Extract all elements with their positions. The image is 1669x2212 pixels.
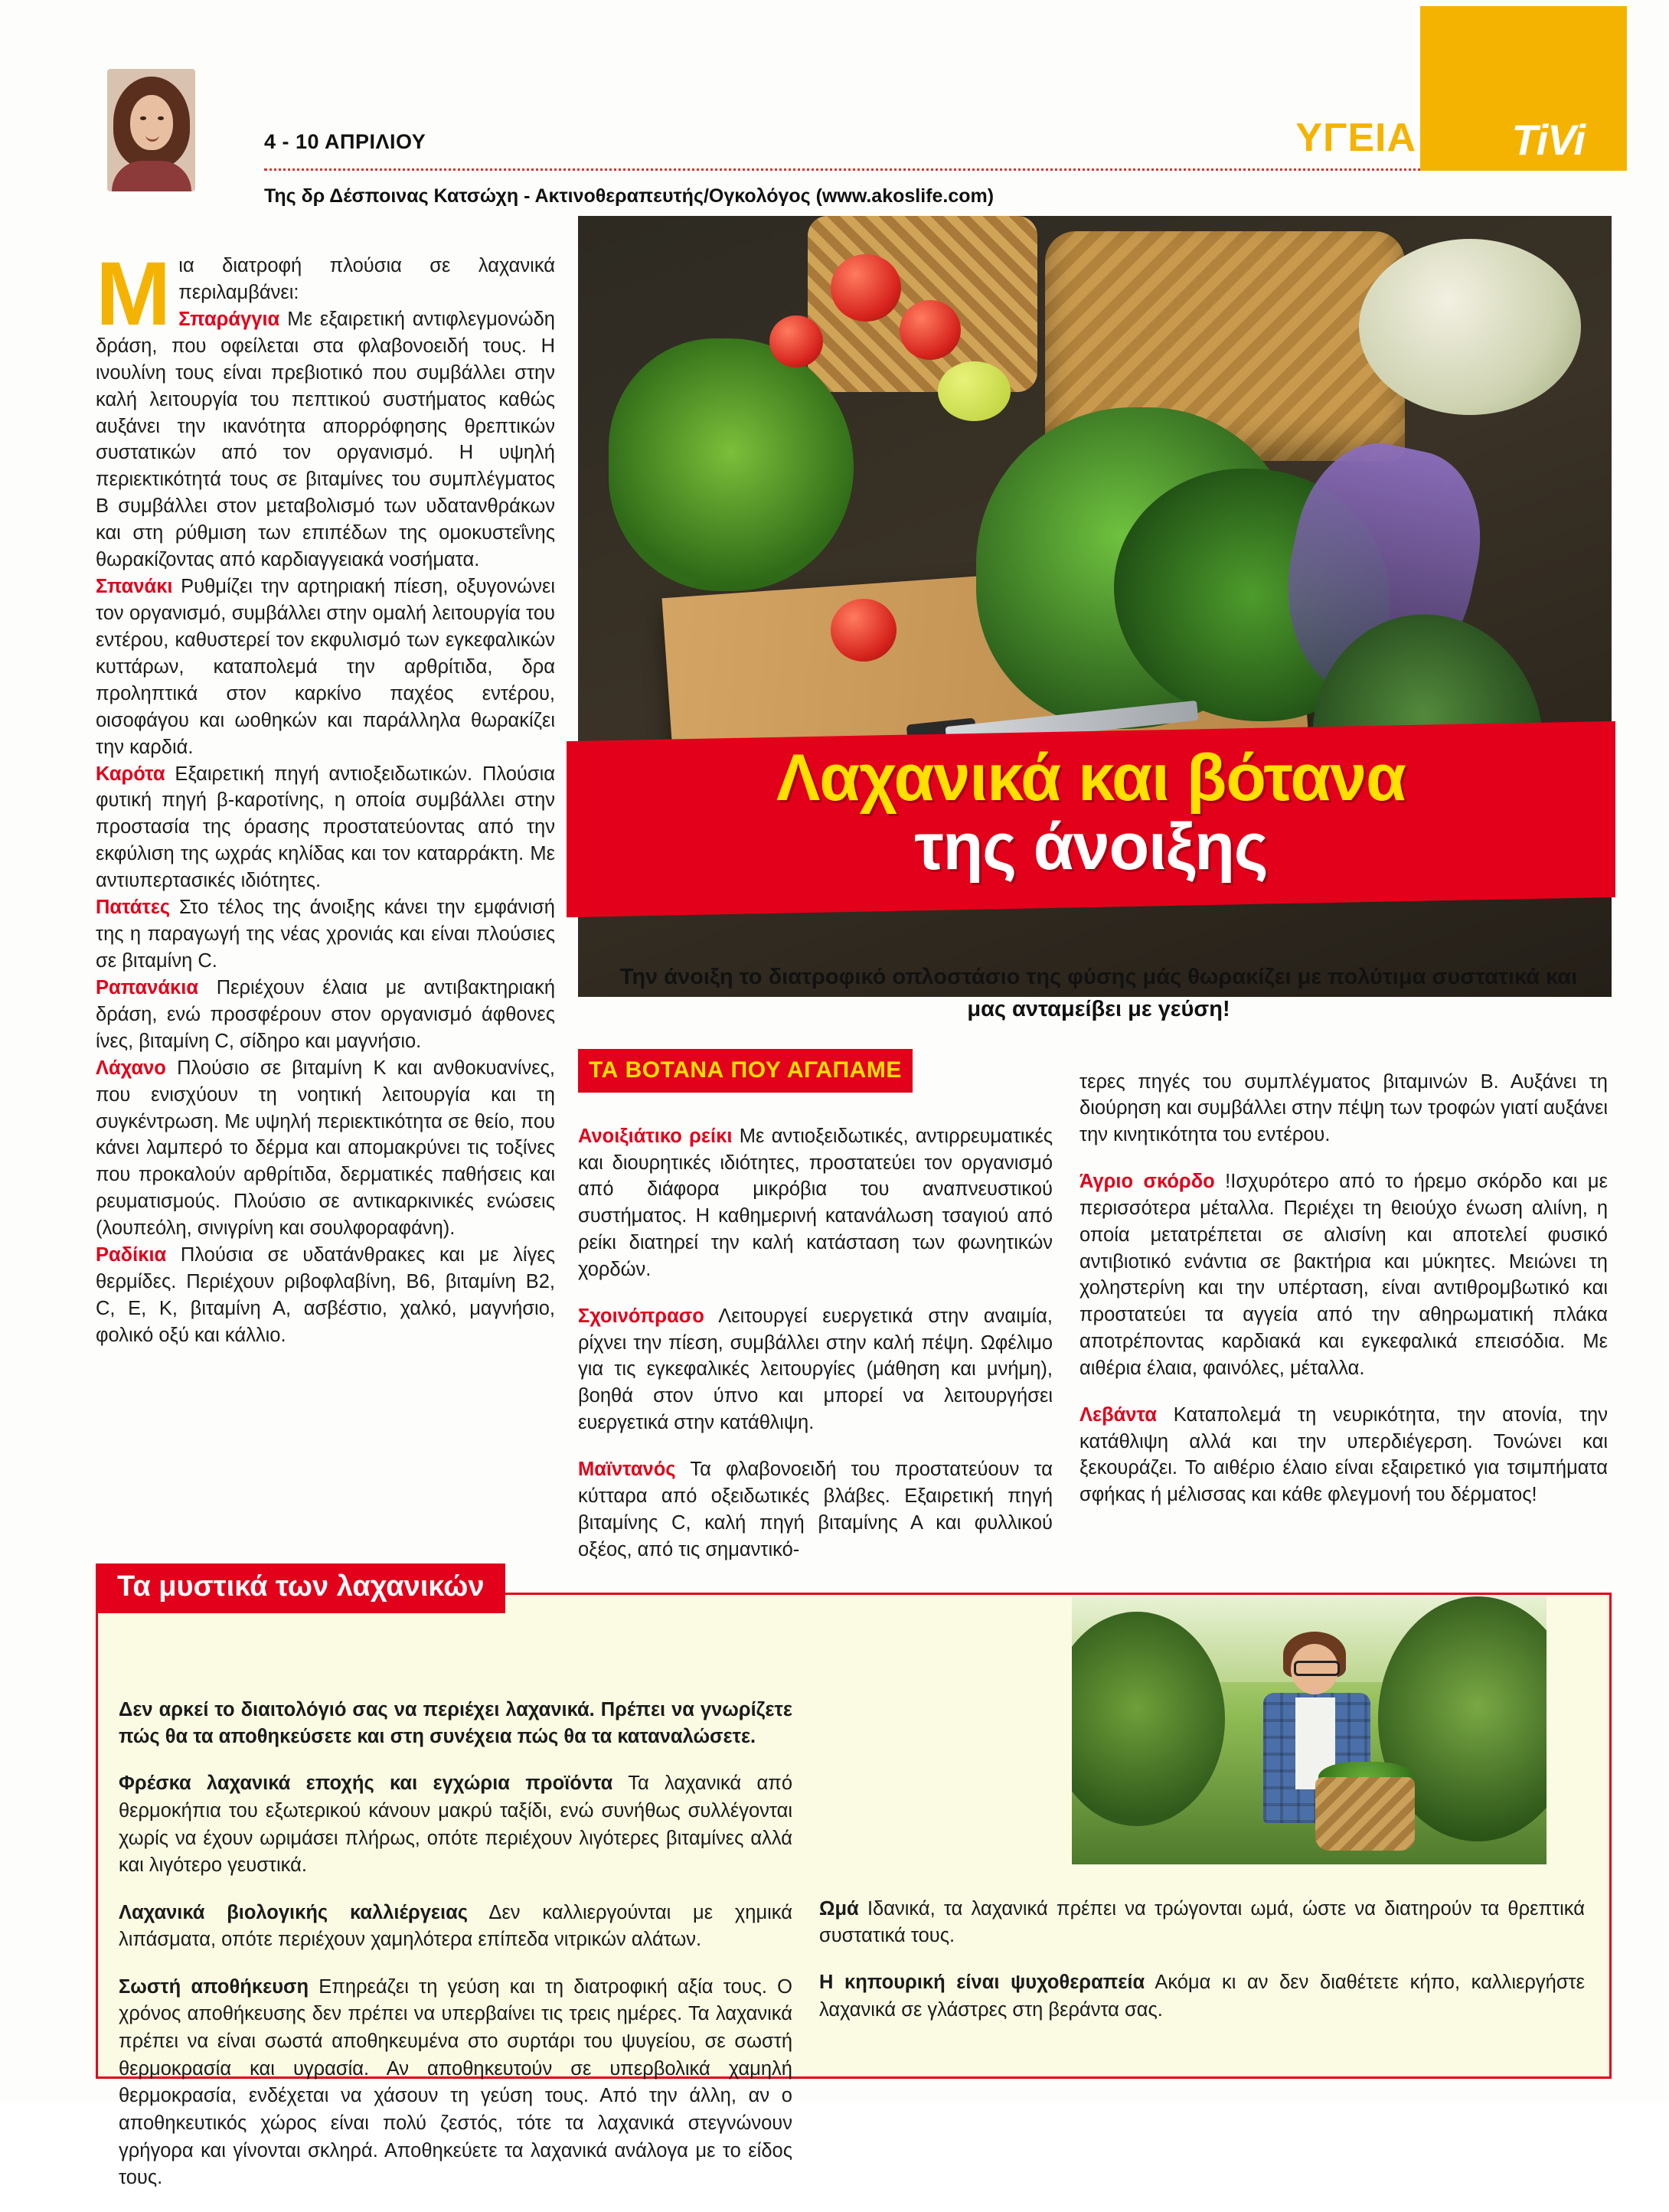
secrets-item-fresh — [119, 1770, 792, 1880]
entry-lavender — [1079, 1402, 1608, 1509]
secrets-item-storage — [119, 1974, 792, 2193]
text-radishes: Περιέχουν έλαια με αντιβακτηριακή δράση, ενώ προσφέρουν στον οργανισμό άφθονες ίνες, βιταμίνη C, σίδηρο και μαγνήσιο. — [96, 976, 555, 1052]
text-wild-garlic: !Ισχυρότερο από το ήρεμο σκόρδο και με περισσότερα μέταλλα. Περιέχει τη θειούχο ένωση αλιίνη, η οποία μετατρέπεται σε αλισίνη και αποτελεί φυσικό αντιβιοτικό ενάντια σε βακτήρια και μύκητες. Μειώνει τη χοληστερίνη και την υπέρταση, είναι αντιθρομβωτικό και προστατεύει τα αγγεία από την αθηρωματική πλάκα αποτρέποντας καρδιακά και εγκεφαλικά επεισόδια. Με αιθέρια έλαια, φαινόλες, μέταλλα. — [1079, 1170, 1608, 1380]
term-carrots: Καρότα — [96, 763, 165, 785]
glasses-icon — [1294, 1661, 1340, 1676]
text-chicory: Πλούσια σε υδατάνθρακες και με λίγες θερμίδες. Περιέχουν ριβοφλαβίνη, Β6, βιταμίνη Β2, C, Ε, Κ, βιταμίνη Α, ασβέστιο, χαλκό, μαγνήσιο, φολικό οξύ και κάλλιο. — [96, 1244, 556, 1346]
secrets-text-organic: Δεν καλλιεργούνται με χημικά λιπάσματα, οπότε περιέχουν χαμηλότερα επίπεδα νιτρικών αλάτων. — [119, 1901, 792, 1951]
garden-photo — [1072, 1596, 1547, 1864]
hero-title-line-1: Λαχανικά και βότανα — [776, 741, 1406, 815]
portrait-eye-left — [140, 116, 146, 120]
secrets-text-gardening: Ακόμα κι αν δεν διαθέτετε κήπο, καλλιεργήστε λαχανικά σε γλάστρες στη βεράντα σας. — [819, 1972, 1585, 2021]
brand-name-primary: ΥΓΕΙΑ — [1295, 116, 1416, 160]
byline: Της δρ Δέσποινας Κατσώχη - Ακτινοθεραπευτής/Ογκολόγος (www.akoslife.com) — [264, 185, 995, 207]
term-cabbage: Λάχανο — [96, 1057, 166, 1079]
term-chives: Σχοινόπρασο — [578, 1305, 704, 1327]
cabbage — [1359, 239, 1581, 415]
tomato-3 — [769, 315, 823, 368]
text-chives: Λειτουργεί ευεργετικά στην αναιμία, ρίχνει την πίεση, συμβάλλει στην καλή πέψη. Ωφέλιμο για τις εγκεφαλικές λειτουργίες (μάθηση και μνήμη), βοηθά στον ύπνο και μπορεί να λειτουργήσει ευεργετικά στην κατάθλιψη. — [578, 1305, 1053, 1434]
term-potatoes: Πατάτες — [96, 897, 171, 919]
entry-cabbage — [96, 1055, 555, 1242]
secrets-title: Τα μυστικά των λαχανικών — [96, 1563, 505, 1613]
secrets-text-raw: Ιδανικά, τα λαχανικά πρέπει να τρώγονται ωμά, ώστε να διατηρούν τα θρεπτικά συστατικά τους. — [819, 1897, 1585, 1947]
text-lavender: Καταπολεμά τη νευρικότητα, την ατονία, την κατάθλιψη αλλά και την υπερδιέγερση. Τονώνει και ξεκουράζει. Το αιθέριο έλαιο είναι εξαιρετικό για τσιμπήματα σφήκας ή μέλισσας και κάθε φλεγμονή του δέρματος! — [1079, 1403, 1608, 1506]
article-column-3 — [1079, 1049, 1608, 1528]
lime — [938, 361, 1011, 421]
term-heather: Ανοιξιάτικο ρείκι — [578, 1125, 733, 1147]
secrets-term-storage: Σωστή αποθήκευση — [119, 1975, 309, 1998]
standfirst: Την άνοιξη το διατροφικό οπλοστάσιο της φύσης μάς θωρακίζει με πολύτιμα συστατικά και μας ανταμείβει με γεύση! — [619, 965, 1578, 1022]
intro-text: ια διατροφή πλούσια σε λαχανικά περιλαμβάνει: — [178, 255, 555, 303]
text-heather: Με αντιοξειδωτικές, αντιρρευματικές και διουρητικές ιδιότητες, προστατεύει τον οργανισμό από διάφορα μικρόβια του αναπνευστικού συστήματος. Η καθημερινή κατανάλωση τσαγιού από ρείκι διατηρεί την καλή κατάσταση των φωνητικών χορδών. — [578, 1125, 1053, 1281]
portrait-body — [112, 161, 191, 191]
secrets-item-raw — [819, 1896, 1585, 1950]
secrets-term-raw: Ωμά — [819, 1897, 859, 1920]
entry-wild-garlic — [1079, 1168, 1608, 1382]
text-potatoes: Στο τέλος της άνοιξης κάνει την εμφάνισή της η παραγωγή της νέας χρονιάς και είναι πλούσιες σε βιταμίνη C. — [96, 897, 555, 972]
entry-parsley-cont: τερες πηγές του συμπλέγματος βιταμινών Β. Αυξάνει τη διούρηση και συμβάλλει στην πέψη των τροφών γιατί αυξάνει την κινητικότητα του εντέρου. — [1079, 1070, 1608, 1146]
secrets-text-storage: Επηρεάζει τη γεύση και τη διατροφική αξία τους. Ο χρόνος αποθήκευσης δεν πρέπει να υπερβαίνει τις τρεις ημέρες. Τα λαχανικά πρέπει να είναι σωστά αποθηκευμένα στο συρτάρι του ψυγείου, σε σωστή θερμοκρασία και υγρασία. Αν αποθηκευτούν σε υπερβολικά χαμηλή θερμοκρασία, ενδέχεται να χάσουν τη γεύση τους. Από την άλλη, αν ο αποθηκευτικός χώρος είναι πολύ ζεστός, τότε τα λαχανικά στεγνώνουν γρήγορα και γίνονται σκληρά. Αποθηκεύετε τα λαχανικά ανάλογα με το είδος τους. — [119, 1975, 792, 2189]
author-portrait — [107, 69, 195, 191]
leafy-greens-left — [609, 338, 854, 591]
entry-spinach — [96, 573, 555, 760]
herbs-section-header: ΤΑ ΒΟΤΑΝΑ ΠΟΥ ΑΓΑΠΑΜΕ — [578, 1049, 913, 1093]
secrets-item-organic — [119, 1900, 792, 1954]
photo-basket — [1315, 1777, 1415, 1851]
text-cabbage: Πλούσιο σε βιταμίνη Κ και ανθοκυανίνες, που ενισχύουν τη νοητική λειτουργία και τη συγκέντρωση. Με υψηλή περιεκτικότητα σε θείο, που κάνει λαμπερό το δέρμα και απομακρύνει τις τοξίνες που προκαλούν αρθρίτιδα, δερματικές παθήσεις και ρευματισμούς. Πλούσιο σε αντικαρκινικές ενώσεις (λουπεόλη, σινιγρίνη και σουλφοραφάνη). — [96, 1057, 555, 1240]
drop-cap: Μ — [96, 243, 171, 345]
tomato-2 — [900, 300, 961, 360]
term-asparagus: Σπαράγγια — [178, 308, 280, 330]
secrets-term-gardening: Η κηπουρική είναι ψυχοθεραπεία — [819, 1972, 1145, 1994]
entry-heather — [578, 1123, 1053, 1284]
hero-title-banner — [567, 721, 1615, 917]
portrait-face — [130, 95, 173, 150]
term-parsley: Μαϊντανός — [578, 1458, 676, 1480]
entry-parsley — [578, 1456, 1053, 1563]
article-column-2 — [578, 1049, 1053, 1583]
text-carrots: Εξαιρετική πηγή αντιοξειδωτικών. Πλούσια φυτική πηγή β-καροτίνης, η οποία συμβάλλει στην προστασία της όρασης προστατεύοντας από την εκφύλιση της ωχράς κηλίδας και τον καταρράκτη. Με αντιυπερτασικές ιδιότητες. — [96, 763, 556, 892]
secrets-item-gardening — [819, 1969, 1585, 2024]
secrets-text-fresh: Τα λαχανικά από θερμοκήπια του εξωτερικού κάνουν μακρύ ταξίδι, ενώ συνήθως συλλέγονται χωρίς να έχουν ωριμάσει πλήρως, οπότε περιέχουν λιγότερες βιταμίνες αλλά και λιγότερο γευστικά. — [119, 1773, 793, 1877]
portrait-eye-right — [158, 116, 164, 120]
issue-date: 4 - 10 ΑΠΡΙΛΙΟΥ — [264, 130, 426, 153]
secrets-column-right — [819, 1876, 1585, 2044]
entry-asparagus — [96, 306, 555, 573]
hero-title-line-2: της άνοιξης — [914, 809, 1268, 884]
secrets-column-left — [119, 1677, 792, 2212]
entry-radishes — [96, 975, 555, 1055]
tomato-4 — [831, 599, 897, 662]
secrets-lead: Δεν αρκεί το διαιτολόγιό σας να περιέχει λαχανικά. Πρέπει να γνωρίζετε πώς θα τα αποθηκεύσετε και στη συνέχεια πώς θα τα καταναλώσετε. — [119, 1698, 792, 1748]
article-column-1 — [96, 243, 556, 1349]
text-asparagus: Με εξαιρετική αντιφλεγμονώδη δράση, που οφείλεται στα φλαβονοειδή τους. Η ινουλίνη τους είναι πρεβιοτικό που συμβάλλει στην καλή λειτουργία του πεπτικού συστήματος καθώς αυξάνει την ικανότητα απορρόφησης θρεπτικών συστατικών από τον οργανισμό. Η υψηλή περιεκτικότητά τους σε βιταμίνες του συμπλέγματος Β συμβάλλει στον μεταβολισμό των υδατανθράκων και στη ρύθμιση των επιπέδων της ομοκυστεΐνης θωρακίζοντας από καρδιαγγειακά νοσήματα. — [96, 308, 555, 571]
term-spinach: Σπανάκι — [96, 576, 173, 598]
entry-carrots — [96, 761, 555, 895]
term-wild-garlic: Άγριο σκόρδο — [1079, 1170, 1215, 1192]
entry-potatoes — [96, 894, 555, 975]
term-chicory: Ραδίκια — [96, 1244, 167, 1266]
header-divider — [264, 168, 1527, 171]
tomato-1 — [831, 254, 901, 322]
entry-chicory — [96, 1242, 555, 1349]
secrets-term-fresh: Φρέσκα λαχανικά εποχής και εγχώρια προϊόντα — [119, 1773, 613, 1795]
secrets-term-organic: Λαχανικά βιολογικής καλλιέργειας — [119, 1901, 469, 1923]
text-spinach: Ρυθμίζει την αρτηριακή πίεση, οξυγονώνει τον οργανισμό, συμβάλλει στην ομαλή λειτουργία του εντέρου, καθυστερεί τον εκφυλισμό των εγκεφαλικών κυττάρων, καταπολεμά την αρθρίτιδα, δρα προληπτικά στον καρκίνο παχέος εντέρου, οισοφάγου και ωοθηκών και παράλληλα θωρακίζει την καρδιά. — [96, 576, 555, 758]
text-parsley: Τα φλαβονοειδή του προστατεύουν τα κύτταρα από οξειδωτικές βλάβες. Εξαιρετική πηγή βιταμίνης C, καλή πηγή βιταμίνης Α και φυλλικού οξέος, από τις σημαντικό- — [578, 1458, 1053, 1560]
term-lavender: Λεβάντα — [1079, 1403, 1157, 1426]
entry-chives — [578, 1303, 1053, 1437]
brand-name-secondary: TiVi — [1511, 116, 1585, 164]
term-radishes: Ραπανάκια — [96, 976, 199, 998]
page-header — [107, 23, 1608, 207]
